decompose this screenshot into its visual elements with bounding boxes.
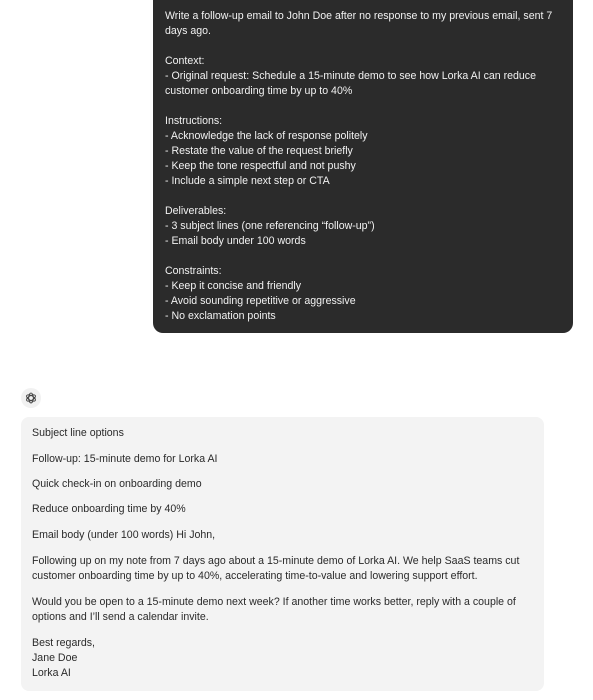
- user-message-line: Instructions:: [165, 115, 223, 127]
- user-message-line: customer onboarding time by up to 40%: [165, 85, 353, 97]
- email-paragraph: Following up on my note from 7 days ago about a 15-minute demo of Lorka AI. We help SaaS teams cut customer onboarding time by up to 40%, accelerating time-to-value and lowering support effort.: [32, 555, 520, 582]
- user-message-line: Context:: [165, 55, 205, 67]
- user-message-line: Deliverables:: [165, 205, 227, 217]
- user-message-line: [165, 99, 561, 114]
- subject-option: Follow-up: 15-minute demo for Lorka AI: [32, 453, 218, 465]
- user-message-line: - No exclamation points: [165, 310, 276, 322]
- user-message-line: - Original request: Schedule a 15-minute demo to see how Lorka AI can reduce: [165, 70, 536, 82]
- email-body-intro: Email body (under 100 words) Hi John,: [32, 529, 216, 541]
- user-message-line: Constraints:: [165, 265, 222, 277]
- signature-company: Lorka AI: [32, 667, 71, 679]
- subject-option: Reduce onboarding time by 40%: [32, 503, 186, 515]
- email-paragraph: Would you be open to a 15-minute demo next week? If another time works better, reply with a couple of options and I’ll send a calendar invite.: [32, 596, 516, 623]
- user-message-line: - Include a simple next step or CTA: [165, 175, 330, 187]
- user-message-line: - Keep it concise and friendly: [165, 280, 302, 292]
- user-message-line: [165, 39, 561, 54]
- subject-heading: Subject line options: [32, 427, 124, 439]
- openai-logo-icon: [24, 391, 38, 405]
- user-message-line: [165, 249, 561, 264]
- user-message-line: - Avoid sounding repetitive or aggressive: [165, 295, 356, 307]
- user-message-line: - Email body under 100 words: [165, 235, 306, 247]
- user-message-line: - Restate the value of the request briefly: [165, 145, 353, 157]
- assistant-response: [21, 417, 544, 691]
- user-message-line: - Acknowledge the lack of response politely: [165, 130, 368, 142]
- user-message-bubble: [153, 0, 573, 333]
- user-message-line: - 3 subject lines (one referencing “follow-up”): [165, 220, 375, 232]
- user-message-line: days ago.: [165, 25, 211, 37]
- signature-name: Jane Doe: [32, 652, 78, 664]
- assistant-avatar: [21, 388, 41, 408]
- user-message-line: Write a follow-up email to John Doe after no response to my previous email, sent 7: [165, 10, 553, 22]
- user-message-line: - Keep the tone respectful and not pushy: [165, 160, 356, 172]
- email-signoff: Best regards,: [32, 637, 96, 649]
- user-message-line: [165, 189, 561, 204]
- subject-option: Quick check-in on onboarding demo: [32, 478, 202, 490]
